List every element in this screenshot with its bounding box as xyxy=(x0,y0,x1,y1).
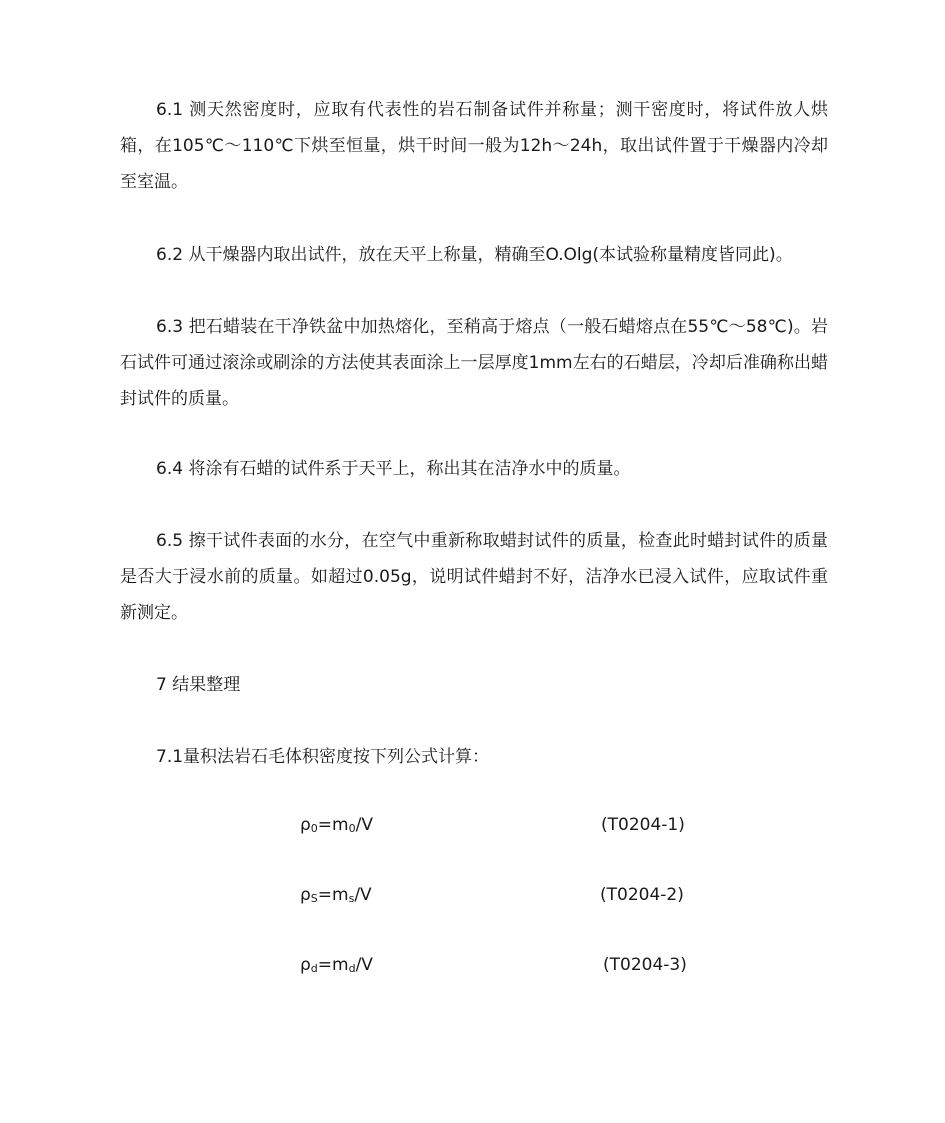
section-heading-7: 7 结果整理 xyxy=(156,675,241,695)
formula-lhs-subscript: S xyxy=(310,892,318,905)
formula-lhs: ρ xyxy=(300,885,311,905)
paragraph-6-1: 6.1 测天然密度时，应取有代表性的岩石制备试件并称量；测干密度时，将试件放人烘箱，在105℃～110℃下烘至恒量，烘干时间一般为12h～24h，取出试件置于干燥器内冷却至室温。 xyxy=(120,100,828,192)
formula-tail: /V xyxy=(355,815,373,835)
formula-tail: /V xyxy=(354,885,372,905)
formula-rhs-subscript: 0 xyxy=(348,822,356,835)
formula-t0204-1 xyxy=(300,813,373,837)
formula-rhs-subscript: s xyxy=(348,892,355,905)
paragraph-6-5: 6.5 擦干试件表面的水分，在空气中重新称取蜡封试件的质量，检查此时蜡封试件的质量是否大于浸水前的质量。如超过0.05g，说明试件蜡封不好，洁净水已浸入试件，应取试件重新测定。 xyxy=(120,531,828,623)
formula-lhs: ρ xyxy=(300,815,311,835)
paragraph-6-2: 6.2 从干燥器内取出试件，放在天平上称量，精确至O.Olg(本试验称量精度皆同此)。 xyxy=(156,245,793,265)
equation-number-3: (T0204-3) xyxy=(603,955,687,975)
equation-number-2: (T0204-2) xyxy=(600,885,684,905)
formula-equals: =m xyxy=(317,885,349,905)
paragraph-7-1: 7.1量积法岩石毛体积密度按下列公式计算： xyxy=(156,747,490,767)
formula-lhs-subscript: 0 xyxy=(310,822,318,835)
formula-lhs-subscript: d xyxy=(310,962,318,975)
formula-equals: =m xyxy=(317,815,349,835)
formula-tail: /V xyxy=(355,955,373,975)
formula-t0204-2 xyxy=(300,883,372,907)
formula-rhs-subscript: d xyxy=(348,962,356,975)
equation-number-1: (T0204-1) xyxy=(601,815,685,835)
formula-t0204-3 xyxy=(300,953,373,977)
paragraph-6-4: 6.4 将涂有石蜡的试件系于天平上，称出其在洁净水中的质量。 xyxy=(156,459,631,479)
paragraph-6-3: 6.3 把石蜡装在干净铁盆中加热熔化，至稍高于熔点（一般石蜡熔点在55℃～58℃)。岩石试件可通过滚涂或刷涂的方法使其表面涂上一层厚度1mm左右的石蜡层，冷却后准确称出蜡封试件的质量。 xyxy=(120,317,828,409)
formula-equals: =m xyxy=(317,955,349,975)
formula-lhs: ρ xyxy=(300,955,311,975)
